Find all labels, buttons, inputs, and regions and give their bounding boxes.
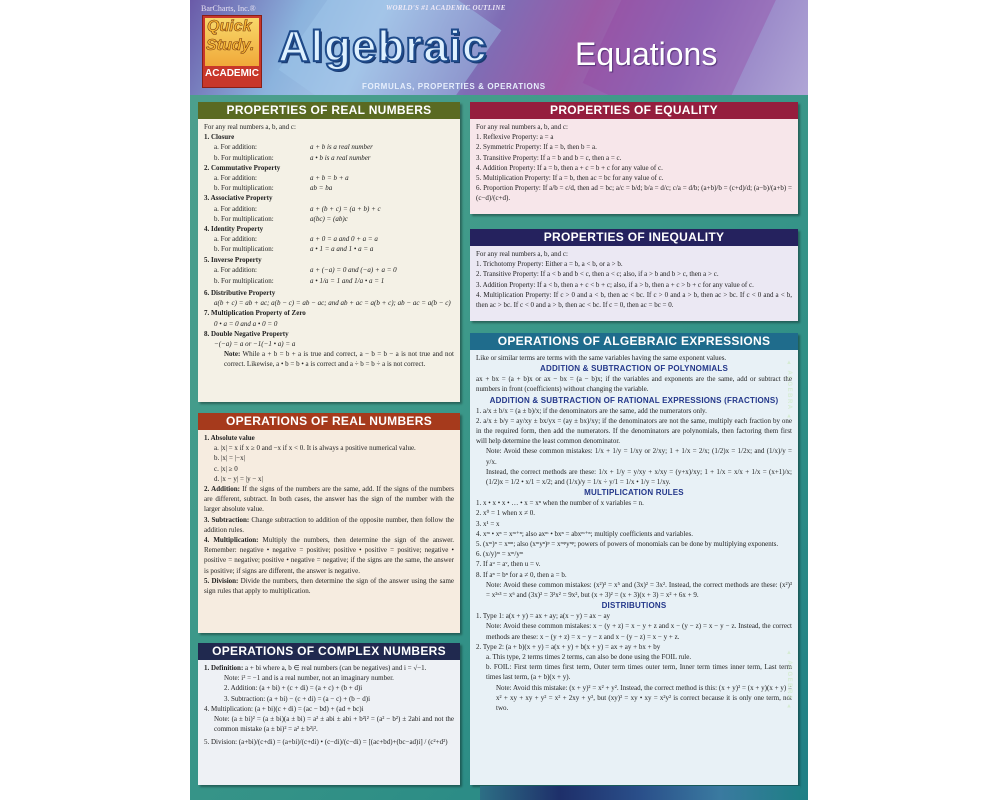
panel-operations-real-numbers: [198, 413, 460, 633]
rule-text: Multiply the numbers, then determine the sign of the answer. Remember: negative • negative = positive; positive • positive = positive; negative • positive = negative; positive • negative = negative; if the signs are the same, the answer is positive; if signs are different, the answer is negative.: [204, 536, 455, 575]
list-item: 4. Multiplication Property: If c > 0 and a < b, then ac < bc. If c > 0 and a > b, then ac > bc. If c < 0 and a < b, then ac > bc. If c < 0 and a > b, then ac < bc. If c = 0, then ac = bc = 0.: [476, 290, 792, 310]
panel-header: PROPERTIES OF INEQUALITY: [470, 229, 798, 246]
multiplication-rule: [204, 535, 454, 576]
list-item: 3. x¹ = x: [476, 519, 500, 528]
side-label: ▲ ALGEBRA ▲: [786, 650, 792, 712]
intro-text: For any real numbers a, b, and c:: [476, 250, 568, 258]
row-label: a. For addition:: [214, 174, 257, 183]
subtraction-rule: 3. Subtraction: (a + bi) − (c + di) = (a − c) + (b − d)i: [224, 694, 371, 703]
list-item: 1. x • x • x • … • x = xⁿ when the number of x variables = n.: [476, 499, 644, 508]
quickstudy-sheet: [190, 0, 808, 800]
item-heading: 6. Distributive Property: [204, 289, 276, 298]
logo-academic: ACADEMIC: [205, 68, 259, 79]
row-value: a + b = b + a: [310, 174, 349, 183]
row-value: a(bc) = (ab)c: [310, 214, 348, 223]
list-item: 7. If aᵘ = aᵛ, then u = v.: [476, 560, 541, 569]
row-value: a + (−a) = 0 and (−a) + a = 0: [310, 265, 397, 274]
note: Note: Avoid these common mistakes: x − (y + z) = x − y + z and x − (y − z) = x − y − z. Instead, the correct methods are these: x − (y + z) = x − y − z and x − (y − z) = x − y + z.: [486, 622, 792, 641]
panel-header: OPERATIONS OF REAL NUMBERS: [198, 413, 460, 430]
row-label: b. For multiplication:: [214, 214, 274, 223]
list-item: 5. Multiplication Property: If a = b, then ac = bc for any value of c.: [476, 174, 664, 183]
page-subtitle: FORMULAS, PROPERTIES & OPERATIONS: [362, 82, 546, 91]
list-item: 2. a/x ± b/y = ay/xy ± bx/yx = (ay ± bx)/xy; if the denominators are not the same, multiply each fraction by one in the required form, then add the numerators. If the denominators are polynomials, then factoring them first will help determine the least common denominator.: [476, 416, 792, 446]
row-label: a. For addition:: [214, 204, 257, 213]
list-item: 4. Addition Property: If a = b, then a + c = b + c for any value of c.: [476, 163, 663, 172]
intro-text: For any real numbers a, b, and c:: [476, 123, 568, 131]
list-item: 1. a/x ± b/x = (a ± b)/x; if the denominators are the same, add the numerators only.: [476, 406, 707, 415]
list-item: 3. Transitive Property: If a = b and b = c, then a = c.: [476, 153, 622, 162]
note: Note: Avoid these common mistakes: 1/x + 1/y = 1/xy or 2/xy; 1 + 1/x = 2/x; (1/2)x = 1/2x; and (1/x)/y = y/x.: [486, 447, 792, 466]
multiplication-rule: 4. Multiplication: (a + bi)(c + di) = (ac − bd) + (ad + bc)i: [204, 704, 364, 713]
tagline: WORLD'S #1 ACADEMIC OUTLINE: [386, 4, 506, 12]
rule-label: 2. Addition:: [204, 485, 240, 494]
division-rule: [204, 576, 454, 596]
intro-text: Like or similar terms are terms with the same variables having the same exponent values.: [476, 354, 727, 362]
subheading-rational: ADDITION & SUBTRACTION OF RATIONAL EXPRESSIONS (FRACTIONS): [489, 395, 779, 405]
rule-text: Change subtraction to addition of the opposite number, then follow the addition rules.: [204, 515, 454, 534]
list-item: 8. If aⁿ = bⁿ for a ≠ 0, then a = b.: [476, 570, 567, 579]
panel-operations-algebraic-expressions: [470, 333, 798, 785]
definition-note: Note: i² = −1 and is a real number, not an imaginary number.: [224, 674, 394, 683]
list-item: a. This type, 2 terms times 2 terms, can also be done using the FOIL rule.: [486, 653, 692, 662]
note-label: Note:: [224, 350, 241, 359]
panel-header: PROPERTIES OF REAL NUMBERS: [198, 102, 460, 119]
list-item: 1. Trichotomy Property: Either a = b, a < b, or a > b.: [476, 260, 623, 269]
panel-properties-inequality: [470, 229, 798, 321]
distributive-text: a(b + c) = ab + ac; a(b − c) = ab − ac; and ab + ac = a(b + c); ab − ac = a(b − c): [214, 299, 451, 308]
item-heading: 5. Inverse Property: [204, 255, 262, 264]
list-item: 6. (x/y)ᵐ = xᵐ/yᵐ: [476, 550, 524, 559]
list-item: 6. Proportion Property: If a/b = c/d, then ad = bc; a/c = b/d; b/a = d/c; c/a = d/b; (a+b)/b = (c+d)/d; (a−b)/(a+b) = (c−d)/(c+d).: [476, 184, 792, 203]
side-label: ▲ ALGEBRA ▲: [786, 360, 792, 422]
list-item: 1. Reflexive Property: a = a: [476, 133, 554, 142]
double-neg-text: −(−a) = a or −1(−1 • a) = a: [214, 340, 296, 349]
multiplication-note: Note: (a ± bi)² = (a ± bi)(a ± bi) = a² ± abi ± abi + b²i² = (a² − b²) ± 2abi and not the common mistake (a ± bi)² = a² ± b²i².: [214, 715, 454, 734]
page-title: Algebraic: [278, 22, 488, 71]
item-heading: 1. Absolute value: [204, 434, 255, 442]
list-item: 2. Symmetric Property: If a = b, then b = a.: [476, 143, 597, 152]
addition-rule: [204, 484, 454, 515]
intro-text: For any real numbers a, b, and c:: [204, 123, 296, 131]
zero-text: 0 • a = 0 and a • 0 = 0: [214, 319, 278, 328]
quickstudy-logo: [202, 15, 262, 88]
rule-text: a + bi where a, b ∈ real numbers (can be negatives) and i = √−1.: [245, 664, 427, 672]
rule-label: 1. Definition:: [204, 664, 244, 672]
row-label: b. For multiplication:: [214, 277, 274, 286]
rule-text: Divide the numbers, then determine the sign of the answer using the same sign rules that apply to multiplication.: [204, 576, 455, 596]
subheading-multiplication: MULTIPLICATION RULES: [584, 488, 684, 498]
subheading-distributions: DISTRIBUTIONS: [601, 601, 667, 611]
addition-rule: 2. Addition: (a + bi) + (c + di) = (a + c) + (b + d)i: [224, 684, 363, 693]
row-label: a. For addition:: [214, 235, 257, 244]
row-label: b. For multiplication:: [214, 184, 274, 193]
rule-label: 4. Multiplication:: [204, 536, 259, 545]
panel-header: OPERATIONS OF COMPLEX NUMBERS: [198, 643, 460, 660]
panel-header: OPERATIONS OF ALGEBRAIC EXPRESSIONS: [470, 333, 798, 350]
panel-header: PROPERTIES OF EQUALITY: [470, 102, 798, 119]
rule-label: 3. Subtraction:: [204, 515, 250, 524]
item-heading: 8. Double Negative Property: [204, 329, 289, 338]
item-heading: 7. Multiplication Property of Zero: [204, 309, 306, 318]
list-item: 1. Type 1: a(x + y) = ax + ay; a(x − y) = ax − ay: [476, 612, 611, 621]
list-item: a. |x| = x if x ≥ 0 and −x if x < 0. It is always a positive numerical value.: [214, 444, 416, 453]
list-item: 2. Type 2: (a + b)(x + y) = a(x + y) + b(x + y) = ax + ay + bx + by: [476, 642, 661, 651]
row-label: a. For addition:: [214, 265, 257, 274]
list-item: d. |x − y| = |y − x|: [214, 474, 263, 483]
note: Note: Avoid this mistake: (x + y)² = x² + y². Instead, the correct method is this: (x + y)² = (x + y)(x + y) = x² + xy + xy + y² = x² + 2xy + y², but (xy)² = xy • xy = x²y² is correct because it is only one term, not two.: [496, 683, 792, 713]
list-item: 2. Transitive Property: If a < b and b < c, then a < c; also, if a > b and b > c, then a > c.: [476, 270, 719, 279]
list-item: 3. Addition Property: If a < b, then a + c < b + c; also, if a > b, then a + c > b + c for any value of c.: [476, 280, 754, 289]
row-label: b. For multiplication:: [214, 245, 274, 254]
list-item: 2. x⁰ = 1 when x ≠ 0.: [476, 509, 536, 518]
definition: [204, 663, 454, 673]
row-label: a. For addition:: [214, 143, 257, 152]
item-heading: 3. Associative Property: [204, 194, 273, 203]
list-item: 5. (xᵐ)ⁿ = xᵐⁿ; also (xᵐyⁿ)ᵖ = xᵐᵖyⁿᵖ; powers of powers of monomials can be done by multiplying exponents.: [476, 540, 779, 549]
bottom-decor: [480, 786, 800, 800]
list-item: b. |x| = |−x|: [214, 454, 246, 463]
row-value: a • 1/a = 1 and 1/a • a = 1: [310, 277, 385, 286]
item-heading: 2. Commutative Property: [204, 163, 281, 172]
row-value: a + 0 = a and 0 + a = a: [310, 235, 378, 244]
panel-properties-real-numbers: [198, 102, 460, 402]
subheading-polynomials: ADDITION & SUBTRACTION OF POLYNOMIALS: [540, 364, 728, 374]
list-item: b. FOIL: First term times first term, Outer term times outer term, Inner term times inner term, Last term times last term, (a + b)(x + y).: [486, 663, 792, 682]
title-banner: [190, 0, 808, 95]
row-value: a + (b + c) = (a + b) + c: [310, 204, 381, 213]
rule-label: 5. Division:: [204, 576, 239, 585]
page-title-sub: Equations: [575, 36, 718, 72]
row-value: a • 1 = a and 1 • a = a: [310, 245, 374, 254]
division-rule: 5. Division: (a+bi)/(c+di) = (a+bi)/(c+di) • (c−di)/(c−di) = [(ac+bd)+(bc−ad)i] / (c²+d²): [204, 738, 448, 747]
logo-study: Study.: [206, 37, 255, 54]
subtraction-rule: [204, 515, 454, 535]
list-item: c. |x| ≥ 0: [214, 464, 238, 473]
note: Note: Avoid these common mistakes: (x²)³ = x⁵ and (3x)² = 3x². Instead, the correct methods are these: (x²)³ = x²ˣ³ = x⁶ and (3x)² = 3²x² = 9x², but (x + 3)² = (x + 3)(x + 3) = x² + 6x + 9.: [486, 580, 792, 600]
note: [204, 349, 454, 369]
list-item: 4. xᵐ • xⁿ = xᵐ⁺ⁿ; also axᵐ • bxⁿ = abxᵐ⁺ⁿ; multiply coefficients and variables.: [476, 529, 693, 538]
polynomial-text: ax + bx = (a + b)x or ax − bx = (a − b)x; if the variables and exponents are the same, add or subtract the numbers in front (coefficients) without changing the variable.: [476, 375, 792, 394]
note: Instead, the correct methods are these: 1/x + 1/y = y/xy + x/xy = (y+x)/xy; 1 + 1/x = x/x + 1/x = (x+1)/x; (1/2)x = 1/2 • x/1 = x/2; and (1/x)/y = 1/x ÷ y/1 = 1/x • 1/y = 1/xy.: [486, 467, 792, 487]
publisher-label: BarCharts, Inc.®: [201, 4, 256, 13]
panel-properties-equality: [470, 102, 798, 214]
item-heading: 1. Closure: [204, 133, 235, 142]
row-value: a + b is a real number: [310, 143, 373, 152]
row-label: b. For multiplication:: [214, 153, 274, 162]
note-text: While a + b = b + a is true and correct, a − b = b − a is not true and not correct. Likewise, a • b = b • a is correct and a ÷ b = b ÷ a is not correct.: [224, 350, 454, 369]
logo-quick: Quick: [207, 18, 252, 35]
row-value: ab = ba: [310, 184, 333, 193]
panel-operations-complex-numbers: [198, 643, 460, 785]
item-heading: 4. Identity Property: [204, 225, 264, 234]
row-value: a • b is a real number: [310, 153, 371, 162]
rule-text: If the signs of the numbers are the same, add. If the signs of the numbers are different, subtract. In both cases, the answer has the sign of the number with the larger absolute value.: [204, 485, 455, 514]
